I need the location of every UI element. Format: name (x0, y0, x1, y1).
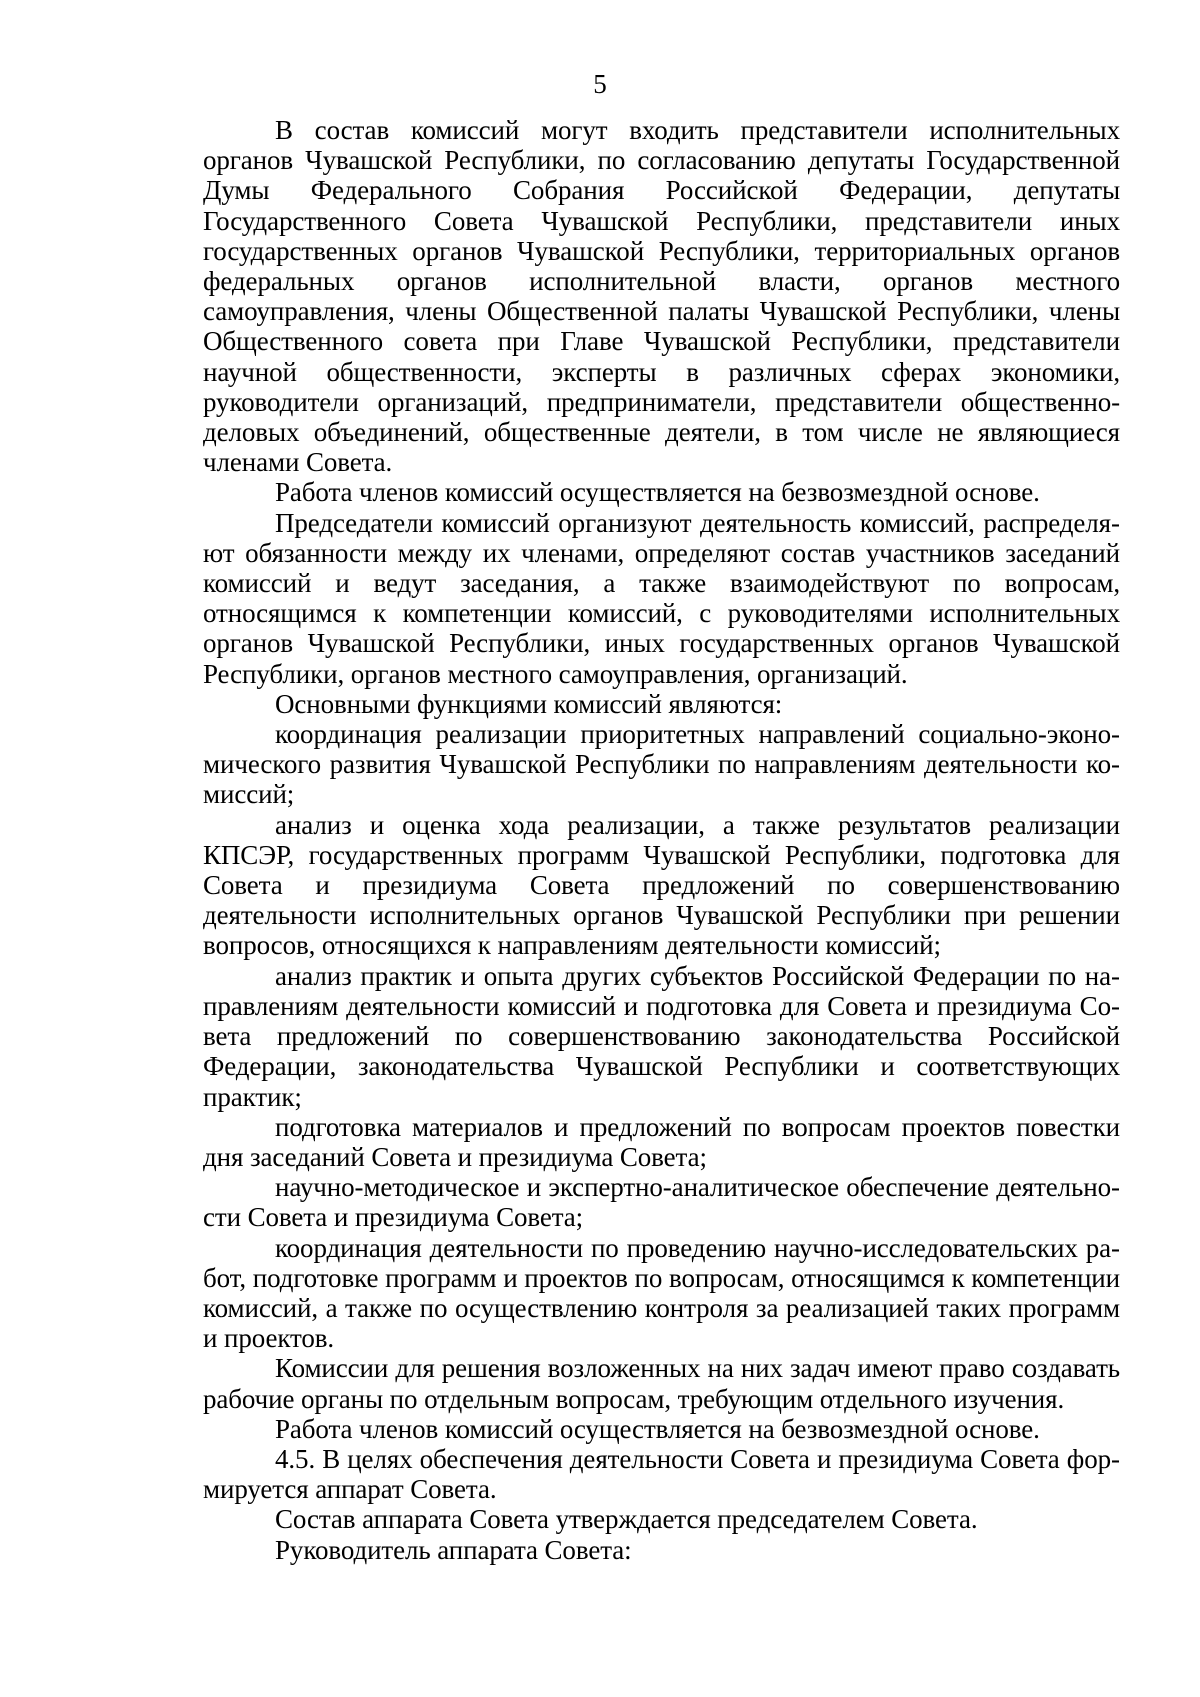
document-body (203, 115, 1120, 1565)
list-item-function-research: координация деятельности по проведению научно-исследовательских работ, подготовке программ и проектов по вопросам, относящимся к компетенции комиссий, а также по осуществлению контроля за реализацией таких программ и проектов. (203, 1232, 1120, 1354)
list-item-function-agenda: подготовка материалов и предложений по вопросам проектов повестки дня заседаний Совета и президиума Совета; (203, 1111, 1120, 1172)
paragraph-unpaid-work: Работа членов комиссий осуществляется на безвозмездной основе. (275, 477, 1040, 508)
paragraph-staff-head: Руководитель аппарата Совета: (275, 1534, 632, 1565)
paragraph-section-4-5: 4.5. В целях обеспечения деятельности Совета и президиума Совета формируется аппарат Совета. (203, 1443, 1120, 1505)
paragraph-working-bodies: Комиссии для решения возложенных на них задач имеют право создавать рабочие органы по отдельным вопросам, требующим отдельного изучения. (203, 1353, 1120, 1414)
paragraph-chairs-duties: Председатели комиссий организуют деятельность комиссий, распределяют обязанности между их членами, определяют состав участников заседаний комиссий и ведут заседания, а также взаимодействуют по вопросам, относящимся к компетенции комиссий, с руководителями исполнительных органов Чувашской Республики, иных государственных органов Чувашской Республики, органов местного самоуправления, организаций. (203, 507, 1120, 689)
list-item-function-practices: анализ практик и опыта других субъектов Российской Федерации по направлениям деятельности комиссий и подготовка для Совета и президиума Совета предложений по совершенствованию законодательства Российской Федерации, законодательства Чувашской Республики и соответствующих практик; (203, 960, 1120, 1112)
list-item-function-analysis: анализ и оценка хода реализации, а также результатов реализации КПСЭР, государственных программ Чувашской Республики, подготовка для Совета и президиума Совета предложений по совершенствованию деятельности исполнительных органов Чувашской Республики при решении вопросов, относящихся к направлениям деятельности комиссий; (203, 809, 1120, 961)
paragraph-commission-composition: В состав комиссий могут входить представители исполнительных органов Чувашской Республики, по согласованию депутаты Государственной Думы Федерального Собрания Российской Федерации, депутаты Государственного Совета Чувашской Республики, представители иных государственных органов Чувашской Республики, территориальных органов федеральных органов исполнительной власти, органов местного самоуправления, члены Общественной палаты Чувашской Республики, члены Общественного совета при Главе Чувашской Республики, представители научной общественности, эксперты в различных сферах экономики, руководители организаций, предприниматели, представители общественно-деловых объединений, общественные деятели, в том числе не являющиеся членами Совета. (203, 115, 1120, 478)
paragraph-functions-intro: Основными функциями комиссий являются: (275, 688, 783, 719)
page-number: 5 (593, 69, 607, 99)
list-item-function-coordination: координация реализации приоритетных направлений социально-экономического развития Чувашской Республики по направлениям деятельности комиссий; (203, 719, 1120, 810)
paragraph-staff-approval: Состав аппарата Совета утверждается председателем Совета. (275, 1504, 978, 1535)
paragraph-unpaid-work-repeat: Работа членов комиссий осуществляется на безвозмездной основе. (275, 1413, 1040, 1444)
list-item-function-methodology: научно-методическое и экспертно-аналитическое обеспечение деятельности Совета и президиума Совета; (203, 1172, 1120, 1233)
